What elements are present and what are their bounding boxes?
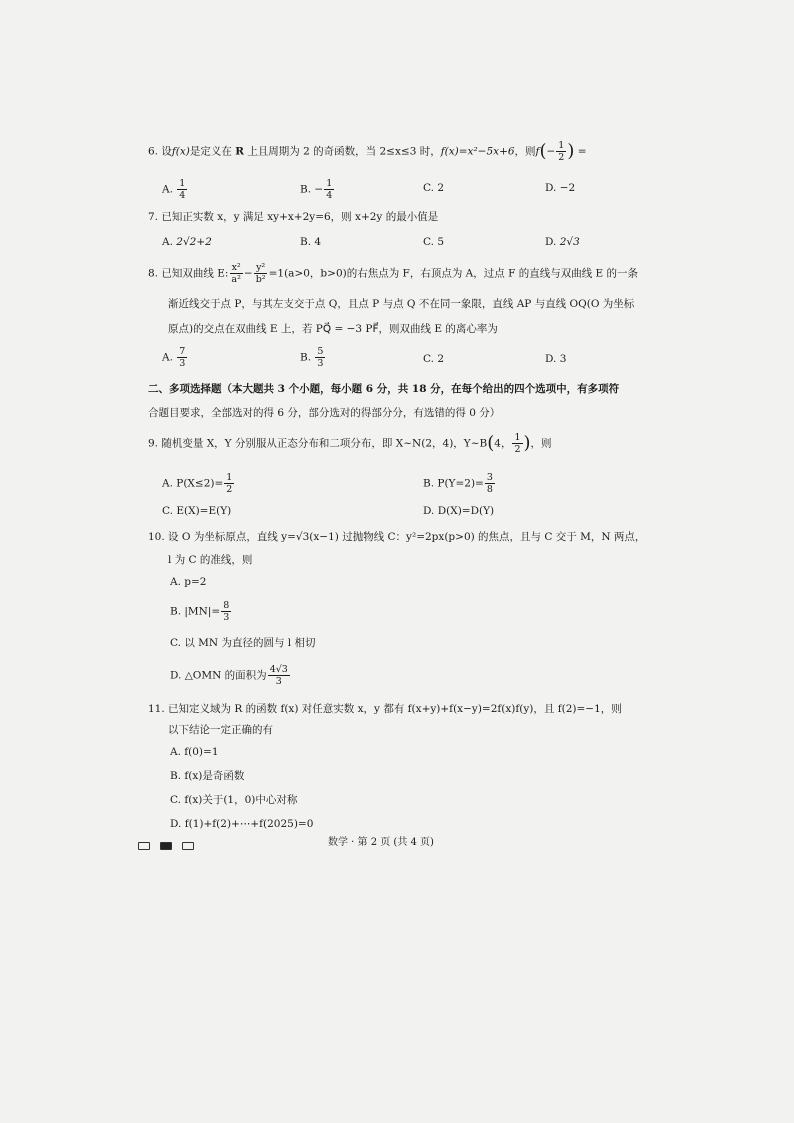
q11-option-d: D. f(1)+f(2)+⋯+f(2025)=0 — [170, 818, 314, 830]
q8-condition: =1(a>0，b>0)的右焦点为 F，右顶点为 A，过点 F 的直线与双曲线 E 的一条 — [268, 267, 639, 280]
q7-a-value: 2√2+2 — [176, 236, 212, 248]
q7-d-label: D. — [545, 236, 557, 248]
q6-a-frac — [177, 178, 187, 201]
q7-option-d — [545, 233, 580, 251]
q8-a-label: A. — [162, 351, 173, 364]
q8-frac-x — [229, 262, 242, 285]
q9-stem-b: ，则 — [530, 437, 552, 450]
q10-d-num: 4√3 — [269, 664, 288, 675]
section-2-instructions: 合题目要求，全部选对的得 6 分，部分选对的得部分分，有选错的得 0 分） — [148, 407, 501, 419]
q6-b-neg: − — [314, 183, 324, 196]
q11-line-1: 11. 已知定义域为 R 的函数 f(x) 对任意实数 x，y 都有 f(x+y)+f(x−y)=2f(x)f(y)，且 f(2)=−1，则 — [148, 703, 622, 715]
q8-a-frac — [177, 346, 187, 369]
q7-option-a — [162, 233, 212, 251]
q8-a-num: 7 — [179, 346, 186, 357]
q9-a-num: 1 — [226, 472, 233, 483]
q6-option-c: C. 2 — [423, 182, 445, 194]
q8-b-den: 3 — [317, 358, 324, 369]
q9-a-text: A. P(X≤2)= — [162, 477, 224, 490]
q10-option-b — [170, 600, 232, 623]
q8-x2: x² — [231, 262, 241, 273]
q11-option-b: B. f(x)是奇函数 — [170, 770, 245, 782]
q8-option-a — [162, 346, 188, 369]
q8-frac-y — [254, 262, 268, 285]
q8-option-d: D. 3 — [545, 353, 567, 365]
q9-b-frac — [485, 472, 495, 495]
footer-mark-filled — [160, 842, 172, 850]
q6-ask-den: 2 — [558, 152, 565, 163]
q7-stem: 7. 已知正实数 x，y 满足 xy+x+2y=6，则 x+2y 的最小值是 — [148, 211, 439, 223]
q6-ask-frac — [556, 140, 566, 163]
q9-frac — [512, 432, 522, 455]
q6-stem-text-c: 上且周期为 2 的奇函数，当 2≤x≤3 时， — [247, 145, 441, 158]
q9-stem-in: 4， — [494, 437, 512, 450]
q6-b-label: B. — [300, 183, 312, 196]
q6-b-den: 4 — [326, 190, 333, 201]
q8-option-b — [300, 346, 326, 369]
q6-b-frac — [324, 178, 334, 201]
q8-b-label: B. — [300, 351, 312, 364]
q6-option-d: D. −2 — [545, 182, 576, 194]
q6-fx: f(x) — [171, 145, 190, 158]
q11-option-a: A. f(0)=1 — [170, 746, 219, 758]
q6-stem-text-b: 是定义在 — [189, 145, 232, 158]
q10-b-text: B. |MN|= — [170, 605, 221, 618]
q6-ask-eq: = — [577, 145, 587, 158]
q6-stem: 6. 设f(x)是定义在 R 上且周期为 2 的奇函数，当 2≤x≤3 时，f(x)=x²−5x+6，则f(− $\frac{1}{2}$ ) = — [148, 140, 587, 163]
q8-y2: y² — [256, 262, 266, 273]
q8-line-3: 原点)的交点在双曲线 E 上，若 PQ⃗ = −3 PF⃗，则双曲线 E 的离心率为 — [168, 323, 498, 335]
q6-a-den: 4 — [179, 190, 186, 201]
q10-line-2: l 为 C 的准线，则 — [168, 554, 253, 566]
q9-option-b — [423, 472, 496, 495]
q6-a-num: 1 — [179, 178, 186, 189]
q8-a-den: 3 — [179, 358, 186, 369]
q9-b-den: 8 — [486, 484, 493, 495]
q7-a-label: A. — [162, 236, 173, 248]
q10-d-text: D. △OMN 的面积为 — [170, 669, 267, 682]
q8-a2: a² — [231, 274, 241, 285]
q9-den: 2 — [514, 444, 521, 455]
q9-option-d: D. D(X)=D(Y) — [423, 505, 495, 517]
q10-option-c: C. 以 MN 为直径的圆与 l 相切 — [170, 637, 316, 649]
q9-b-num: 3 — [486, 472, 493, 483]
q6-option-a — [162, 178, 188, 201]
q11-line-2: 以下结论一定正确的有 — [168, 724, 273, 736]
q6-stem-text-a: 设 — [161, 145, 172, 158]
q10-option-d — [170, 664, 291, 687]
q9-option-c: C. E(X)=E(Y) — [162, 505, 232, 517]
q7-option-c: C. 5 — [423, 236, 445, 248]
q9-b-text: B. P(Y=2)= — [423, 477, 484, 490]
page-footer: 数学 · 第 2 页 (共 4 页) — [328, 837, 434, 848]
q9-a-den: 2 — [226, 484, 233, 495]
q7-d-value: 2√3 — [559, 236, 580, 248]
q10-b-frac — [221, 600, 231, 623]
q8-line-2: 渐近线交于点 P，与其左支交于点 Q，且点 P 与点 Q 不在同一象限，直线 AP 与直线 OQ(O 为坐标 — [168, 298, 635, 310]
q9-num: 1 — [514, 432, 521, 443]
q6-stem-text-d: ，则 — [514, 145, 536, 158]
q6-a-label: A. — [162, 183, 173, 196]
q9-stem: 9. 随机变量 X，Y 分别服从正态分布和二项分布，即 X~N(2，4)，Y~B(4， $\frac{1}{2}$ )，则 — [148, 432, 552, 455]
footer-mark-empty-1 — [138, 842, 150, 850]
q9-option-a — [162, 472, 235, 495]
q8-minus: − — [243, 267, 253, 280]
q6-expression: f(x)=x²−5x+6 — [440, 145, 515, 158]
section-2-heading: 二、多项选择题（本大题共 3 个小题，每小题 6 分，共 18 分，在每个给出的四个选项中，有多项符 — [148, 383, 620, 395]
q10-line-1: 10. 设 O 为坐标原点，直线 y=√3(x−1) 过抛物线 C：y²=2px(p>0) 的焦点，且与 C 交于 M，N 两点， — [148, 531, 646, 543]
footer-mark-empty-2 — [182, 842, 194, 850]
q8-b2: b² — [255, 274, 266, 285]
q8-b-num: 5 — [317, 346, 324, 357]
q10-option-a: A. p=2 — [170, 576, 207, 588]
q10-d-frac — [268, 664, 290, 687]
q6-ask-num: 1 — [558, 140, 565, 151]
q7-option-b: B. 4 — [300, 236, 322, 248]
q6-ask-f: f — [535, 145, 540, 158]
q6-number: 6. — [148, 145, 159, 158]
q8-lead: 已知双曲线 E: — [161, 267, 229, 280]
q8-b-frac — [315, 346, 325, 369]
q8-option-c: C. 2 — [423, 353, 445, 365]
q6-ask-neg: − — [546, 145, 556, 158]
q6-option-b — [300, 178, 335, 201]
q8-number: 8. — [148, 267, 159, 280]
q9-a-frac — [224, 472, 234, 495]
q10-b-num: 8 — [223, 600, 230, 611]
q8-line-1 — [148, 262, 638, 285]
q6-b-num: 1 — [326, 178, 333, 189]
q11-option-c: C. f(x)关于(1，0)中心对称 — [170, 794, 298, 806]
q10-b-den: 3 — [223, 612, 230, 623]
q9-stem-a: 9. 随机变量 X，Y 分别服从正态分布和二项分布，即 X~N(2，4)，Y~B — [148, 437, 488, 450]
q6-real-set: R — [235, 145, 244, 158]
q10-d-den: 3 — [275, 676, 282, 687]
